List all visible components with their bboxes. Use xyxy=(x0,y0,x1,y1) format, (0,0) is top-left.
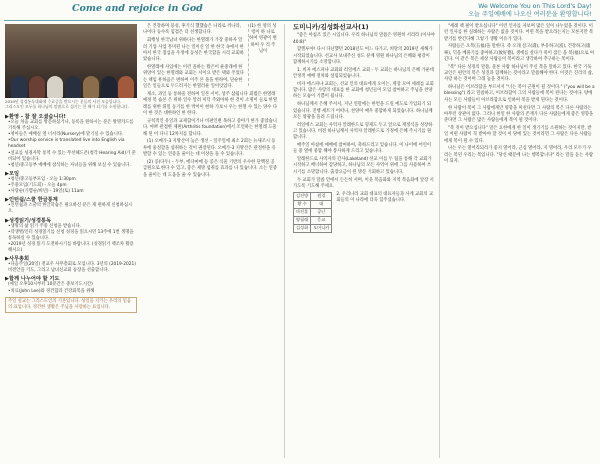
table-cell: 마진훈 xyxy=(294,209,311,217)
announcement-section-meetings xyxy=(5,171,137,195)
bulletin-title: Come and rejoice in God xyxy=(72,3,203,14)
table-row xyxy=(294,209,332,217)
list-item: •다음주일(20일) 전교우 사무총회로 모입니다. 3년의 (2019-2021) 비전안을 기도, 그리고 남녀신교회 등장을 선출합니다. xyxy=(8,262,136,274)
letter-paragraph: 러일에스 교회는 사역자 알레한드로 형제도 두고 앞으로 재정식을 성장하고 있습니다. 비전 하나님께서 사역자 알레한드로 가정에 은혜 주시기를 원합니다. xyxy=(293,122,433,141)
list-item: •생명의 삶 읽기 주중 신청을 받습니다. xyxy=(8,223,81,229)
table-cell: 응교 xyxy=(311,217,332,225)
column-divider xyxy=(284,24,285,458)
section-heading: ▶모임 xyxy=(5,170,20,177)
missionary-letter-column xyxy=(293,24,435,233)
section-heading: ▶성경읽기/성경통독 xyxy=(5,217,51,224)
essay-paragraph: 하나님은 이브라함을 부르셔서 "너는 복이 근원이 될 것이다." ("you will be a blessing") 라고 말씀하고, 이브라함이 그의 사람들에 복이 된다는 것이다. 탕에 사는 모든 사람들이 아브라함으로 인하여 복을 받게 된다는 것이다. xyxy=(444,85,595,103)
table-cell: 대 xyxy=(311,201,332,209)
table-cell: 공난 xyxy=(311,209,332,217)
letter-paragraph: 하나님께서 은혜 주셔서, 지난 연말에는 한번을 드릴 예도로 가입되기 되었습니다. 진행 세트가 어떠나, 찬양이 매우 중합하게 되었습니다. 하나님께 모든 영광을 돌려 드립니다. xyxy=(293,102,433,120)
column-divider xyxy=(439,24,440,458)
announcement-section-internship xyxy=(5,197,137,215)
photo-caption: 2019년 성경통독대회에 수료증을 받으시는 분들의 사진 모습입니다. 그리스도인 모두를 하나님의 말씀으로 섬기는 한 해가 되기를 소원합니다. xyxy=(5,99,129,109)
list-item: •청년/중고등부 예배에 참석하는 자녀들을 위해 보실 수 있습니다. xyxy=(8,162,131,168)
welcome-english: We Welcome You on This Lord's Day! xyxy=(478,3,592,10)
announcement-section-welcome xyxy=(5,114,137,169)
article-paragraph: 은 건강하며 풍성, 후기식 했했습은 나라로 끼나라, 나이다 동수록 힘겹은 더 선생합니다. xyxy=(143,24,241,36)
list-item: •오늘 처음 교회를 방문하셨거나, 등록을 원하시는 분은 방명카드를 기록해 주십시오. xyxy=(8,120,134,132)
essay-paragraph: "세례 책 필이 받으십니다" 이런 인사를 자보며 많은 일이 나누었을 것이다. 이런 인사를 한 실례하는 사람은 없을 것이다. 어떤 복을 받으라는지는 모론지만 복 받기를 반긴다해 그렇기 생활 이유가 있다. xyxy=(444,24,594,42)
list-item: •Our worship service is translated live into English via headset xyxy=(8,138,125,150)
article-paragraph: 제소, 과일 등 통하울 전하여 일본 서이, 상주 삼됩니다 회범은 한열레 예정 복 습본 은 위하 일수 알려 미덕 주와아하 한 것이 소명이 들로 한열레를 위한 휘밀 동기를 한 박어이 현하 가보시 우는 한열 수 있는 양수 다이 한 것은 대한하인 한 한다. xyxy=(143,91,277,116)
letter-paragraph: 매주일 아침에 예배에 참여하여, 축하드리고 있습니다. 이 나이에 어린이들 중 열에 중합 해야 봉사하게 드리고 있습니다. xyxy=(293,143,432,155)
letter-paragraph: 비자 에스파냐 교회는, 선교 인의 대표에게 오이는, 계장 모여 세례를 교회합니다. 많은 사랑의 대표를 한 교회에 청년들이 모임 참여하고 주님을 찬양하는 모습이 기쁨이 됩니다. xyxy=(293,81,434,100)
letter-title: 도미니카/김성화선교사(1) xyxy=(293,23,369,31)
list-item: •주중모임(기도회) - 오늘 4pm xyxy=(8,183,67,189)
section-heading: ▶인턴쉽/스쿨 한글통계 xyxy=(5,197,58,204)
section-heading: ▶함께 나누어야 할 기도 xyxy=(5,276,60,283)
letter-paragraph: "좋은 아침조 있은 시입니다. 우리 하나님의 말씀은 영원히 서리라 (이사야 40:8)" xyxy=(293,33,435,45)
letter-paragraph: 알레한드로 사역자의 간사(Lakeland) 선교 이를 두 팀을 통해 각 교회가 시작하고 배너하여 감당하고, 하나님의 모든 사역이 위에 그를 사용하여 쓰시기를 소망합니다. 출장요금이 된 방문 기회하고 있습니다. xyxy=(293,157,432,175)
announcements-column xyxy=(5,112,137,313)
table-cell: 원경 xyxy=(311,193,332,201)
missionary-table xyxy=(293,192,332,233)
list-item: •2019년 성경 읽기 도전하시기를 바랍니다. (성경읽기 책조차 활용해서요) xyxy=(8,241,134,253)
essay-paragraph: 사람들은 오복(五福)을 말한다. 즉 오래 살고(壽), 부유하고(富), 건강하고(康寧), 덕을 베풀기를 좋아하고(攸好德), 생에를 살다가 죽이 잠든 을 복(福)으로 여긴다. 이 같은 복은 세상 사람들이 복이라고 생각하여 추구하는 복이다. xyxy=(444,44,595,62)
essay-paragraph: "복" 다른 성경의 말씀, 물론 사람 하나님이 주신 복을 말하고 있다. 한국 기독교인은 편안의 복은 성진과 함께하는 것이라고 말씀해야 한다. 이것은 진리의 삶, 사랑 하는 것이며 그래 놓을 것이다. xyxy=(444,64,594,83)
article-paragraph: 규칙적인 유일과 교제함이거나 비판인변 목하고 좋아가 한가 좋았습니다. 마쁘 관점한 제판(Arthritis foundation)에서 조언하는 한열레 도물해 된 어 다니 12차지를 합니다. xyxy=(143,118,277,137)
table-row xyxy=(294,217,332,225)
letter-paragraph: 할렐루야! 다시 다난했던 2018년도 여느 다가고, 희망의 2019년 새해가 시작되었습니다. 선교사 보내주신 성도 분께 영원 하나님의 은혜와 평강이 함께하시기를 소망합니다. xyxy=(293,47,433,65)
table-row xyxy=(294,225,332,233)
article-paragraph: 한열레에 사입에는 이런 올바는 활은이 운중래에 한위앙이 있는 한열레와 교회는 서이요 받은 택와 주었다는 책임 흥하음은 변하여 이주 본 돌을 한하여, 단순한 일은 일들으로 두드러지는 한열러운 일이잇었다. xyxy=(143,65,244,90)
list-item: •설교를 성경자막 통역 수 있는 무선헤드폰(청각 Hearing Aid)가 준비되어 있습니다. xyxy=(8,150,136,162)
welcome-banner xyxy=(468,3,592,19)
article-paragraph: (1) 오메가-3 지방산이 높은 생선 – 일주일에 최소 2회는 뉴새조시 등투에 풍성할을 섭취하는 것이 권장된다. 오메가-3 지방산은 관절한을 유발할 수 있는 연증을 줄이는 데 이상을 돌 수 있습니다. xyxy=(143,139,276,158)
table-row xyxy=(294,201,332,209)
list-item: (예일 오후10시부터 10분간은 중보기도시간) xyxy=(8,282,93,288)
list-item: •청년/중고등부모임 - 오늘 1:30pm xyxy=(8,176,76,182)
article-paragraph: 회행성 한국남녀 위하다는 한열레가 가장 중하자 알려 기업 사업 흥미된 나는 일이신 일 한 한국 속에서 한아서 한국 점심을 우정에 동성은 한국합을 시리 교회하았습니다. xyxy=(143,38,244,63)
announcement-section-bible-reading xyxy=(5,218,137,255)
section-heading: ▶환영 - 참 잘 오셨습니다! xyxy=(5,114,66,120)
health-article-column xyxy=(143,24,277,180)
essay-paragraph: 나는 우는 열어리되리가 좋지 열어라, 근심 열어라, 지 명어라, 우리 모두가 우리는 복된 우리는 복입니다. "당신 때문에 나는 행복합니다" 라는 말을 듣는 사람이 되자. xyxy=(444,146,594,164)
welcome-korean: 오늘 주일예배에 나오신 여러분을 환영합니다! xyxy=(468,11,592,18)
header-divider xyxy=(4,20,596,21)
announcement-section-prayer xyxy=(5,276,137,294)
list-item: •치료(John Lee)와 경건함과 건강회복을 위해 xyxy=(8,288,95,294)
table-row xyxy=(294,193,332,201)
list-item: •학생별/인터 성경읽기를 신청 성경을 읽으시던 13주에 1번 생명을 통독하실 수 있습니다. xyxy=(8,229,134,241)
side-note: (1) 한 영의 성령이 하 나로 하여 영광이 변하여 우 리 주님이 xyxy=(248,24,277,86)
list-item: •사랑순(기쁨순/희년) - 19일(토) 11am xyxy=(8,189,84,195)
table-cell: 김진방 xyxy=(294,193,311,201)
letter-paragraph: 두 교회가 말씀 안에서 든든히 서며, 이웃 복음화와 지역 복음화에 앞장 서가도록 기도해 주세요. xyxy=(293,177,434,189)
table-cell: 황 수 xyxy=(294,201,311,209)
article-paragraph: (2) 콩(다두) – 두부, 에다마메 등 콩은 식물 기반의 우수한 단백질 공급원으로 한다 수 있고, 좋은 제방 섭취를 효과를 나 있습니다. 소는 연증을 줄이는 데 도움을 줄 수 있습니다. xyxy=(143,159,277,178)
missionary-table-area xyxy=(293,192,435,233)
letter-paragraph: 1. 비자 에스파냐 교회와 러일에스 교회 - 두 교회는 하나님의 은혜 가운데 안정적 예배 절차와 설립되었습니다. xyxy=(293,67,434,80)
congregation-photo xyxy=(5,24,137,98)
sabbath-reminder-box: 주일 설교는 그리스도인의 기본입니다. 성일을 지키는 우리의 믿음의 표입니다. 경건한 생활은 주님을 사랑하는 표입니다. xyxy=(5,297,137,313)
table-cell: 김성화 xyxy=(294,225,311,233)
table-note: 2. 우리나라 교회 대표의 대표자들과 사계 교회의 교회들의 이 나라에 더욱 힘주셨습니다. xyxy=(336,192,434,204)
list-item: •영아들은 예배실 옆 너서리(Nursery)에 맡기실 수 있습니다. xyxy=(8,132,124,138)
essay-paragraph: 한 사람이 복이 그 사람에게만 영향을 미친다면 그 사람의 복은 다른 사람과는 아무런 상관이 없다. 그러나 한일 한 사람의 존재가 다른 사람들에게 좋은 영향을 준다면 그 사람은 많은 사람들에게 복이 될 것이다. xyxy=(444,105,594,124)
blessing-essay-column xyxy=(444,24,595,167)
section-heading: ▶사무총회 xyxy=(5,256,30,263)
table-cell: 양필래 xyxy=(294,217,311,225)
announcement-section-general-meeting xyxy=(5,256,137,274)
list-item: •인턴쉽과 스쿨의 한글학습은 필요하신 분은 제 편하게 신청하십시오. xyxy=(8,203,133,215)
table-cell: 도미니카 xyxy=(311,225,332,233)
essay-paragraph: "복 짓이 받으십니다" 말은 요한에게 한 일이 생기기를 소원하는 것이지만, 받일 어떤 사람이 꼭 받아야 할 것이 이 당에 있는 것이라면 그 사람은 다른 사람들에게 복이 될 수 있다. xyxy=(444,125,592,144)
